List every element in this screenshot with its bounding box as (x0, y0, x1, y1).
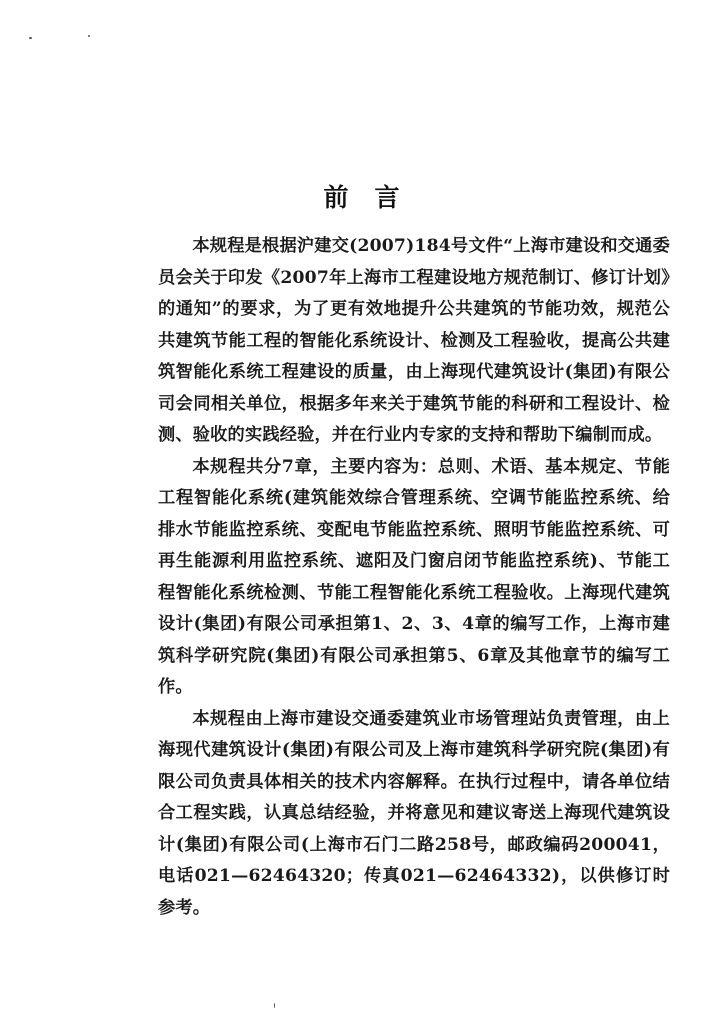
scan-speck (274, 1003, 275, 1008)
scan-speck (29, 37, 32, 39)
paragraph-2: 本规程共分7章，主要内容为：总则、术语、基本规定、节能工程智能化系统(建筑能效综合管理系统、空调节能监控系统、给排水节能监控系统、变配电节能监控系统、照明节能监控系统、可再生能源利用监控系统、遮阳及门窗启闭节能监控系统)、节能工程智能化系统检测、节能工程智能化系统工程验收。上海现代建筑设计(集团)有限公司承担第1、2、3、4章的编写工作，上海市建筑科学研究院(集团)有限公司承担第5、6章及其他章节的编写工作。 (158, 456, 670, 697)
scan-speck (88, 35, 90, 37)
page-title: 前言 (323, 183, 426, 212)
preface-body (158, 231, 670, 924)
paragraph-3: 本规程由上海市建设交通委建筑业市场管理站负责管理，由上海现代建筑设计(集团)有限公司及上海市建筑科学研究院(集团)有限公司负责具体相关的技术内容解释。在执行过程中，请各单位结合工程实践，认真总结经验，并将意见和建议寄送上海现代建筑设计(集团)有限公司(上海市石门二路258号，邮政编码200041，电话021—62464320；传真021—62464332)，以供修订时参考。 (158, 708, 670, 918)
paragraph-1: 本规程是根据沪建交(2007)184号文件“上海市建设和交通委员会关于印发《2007年上海市工程建设地方规范制订、修订计划》的通知”的要求，为了更有效地提升公共建筑的节能功效，规范公共建筑节能工程的智能化系统设计、检测及工程验收，提高公共建筑智能化系统工程建设的质量，由上海现代建筑设计(集团)有限公司会同相关单位，根据多年来关于建筑节能的科研和工程设计、检测、验收的实践经验，并在行业内专家的支持和帮助下编制而成。 (158, 236, 670, 445)
